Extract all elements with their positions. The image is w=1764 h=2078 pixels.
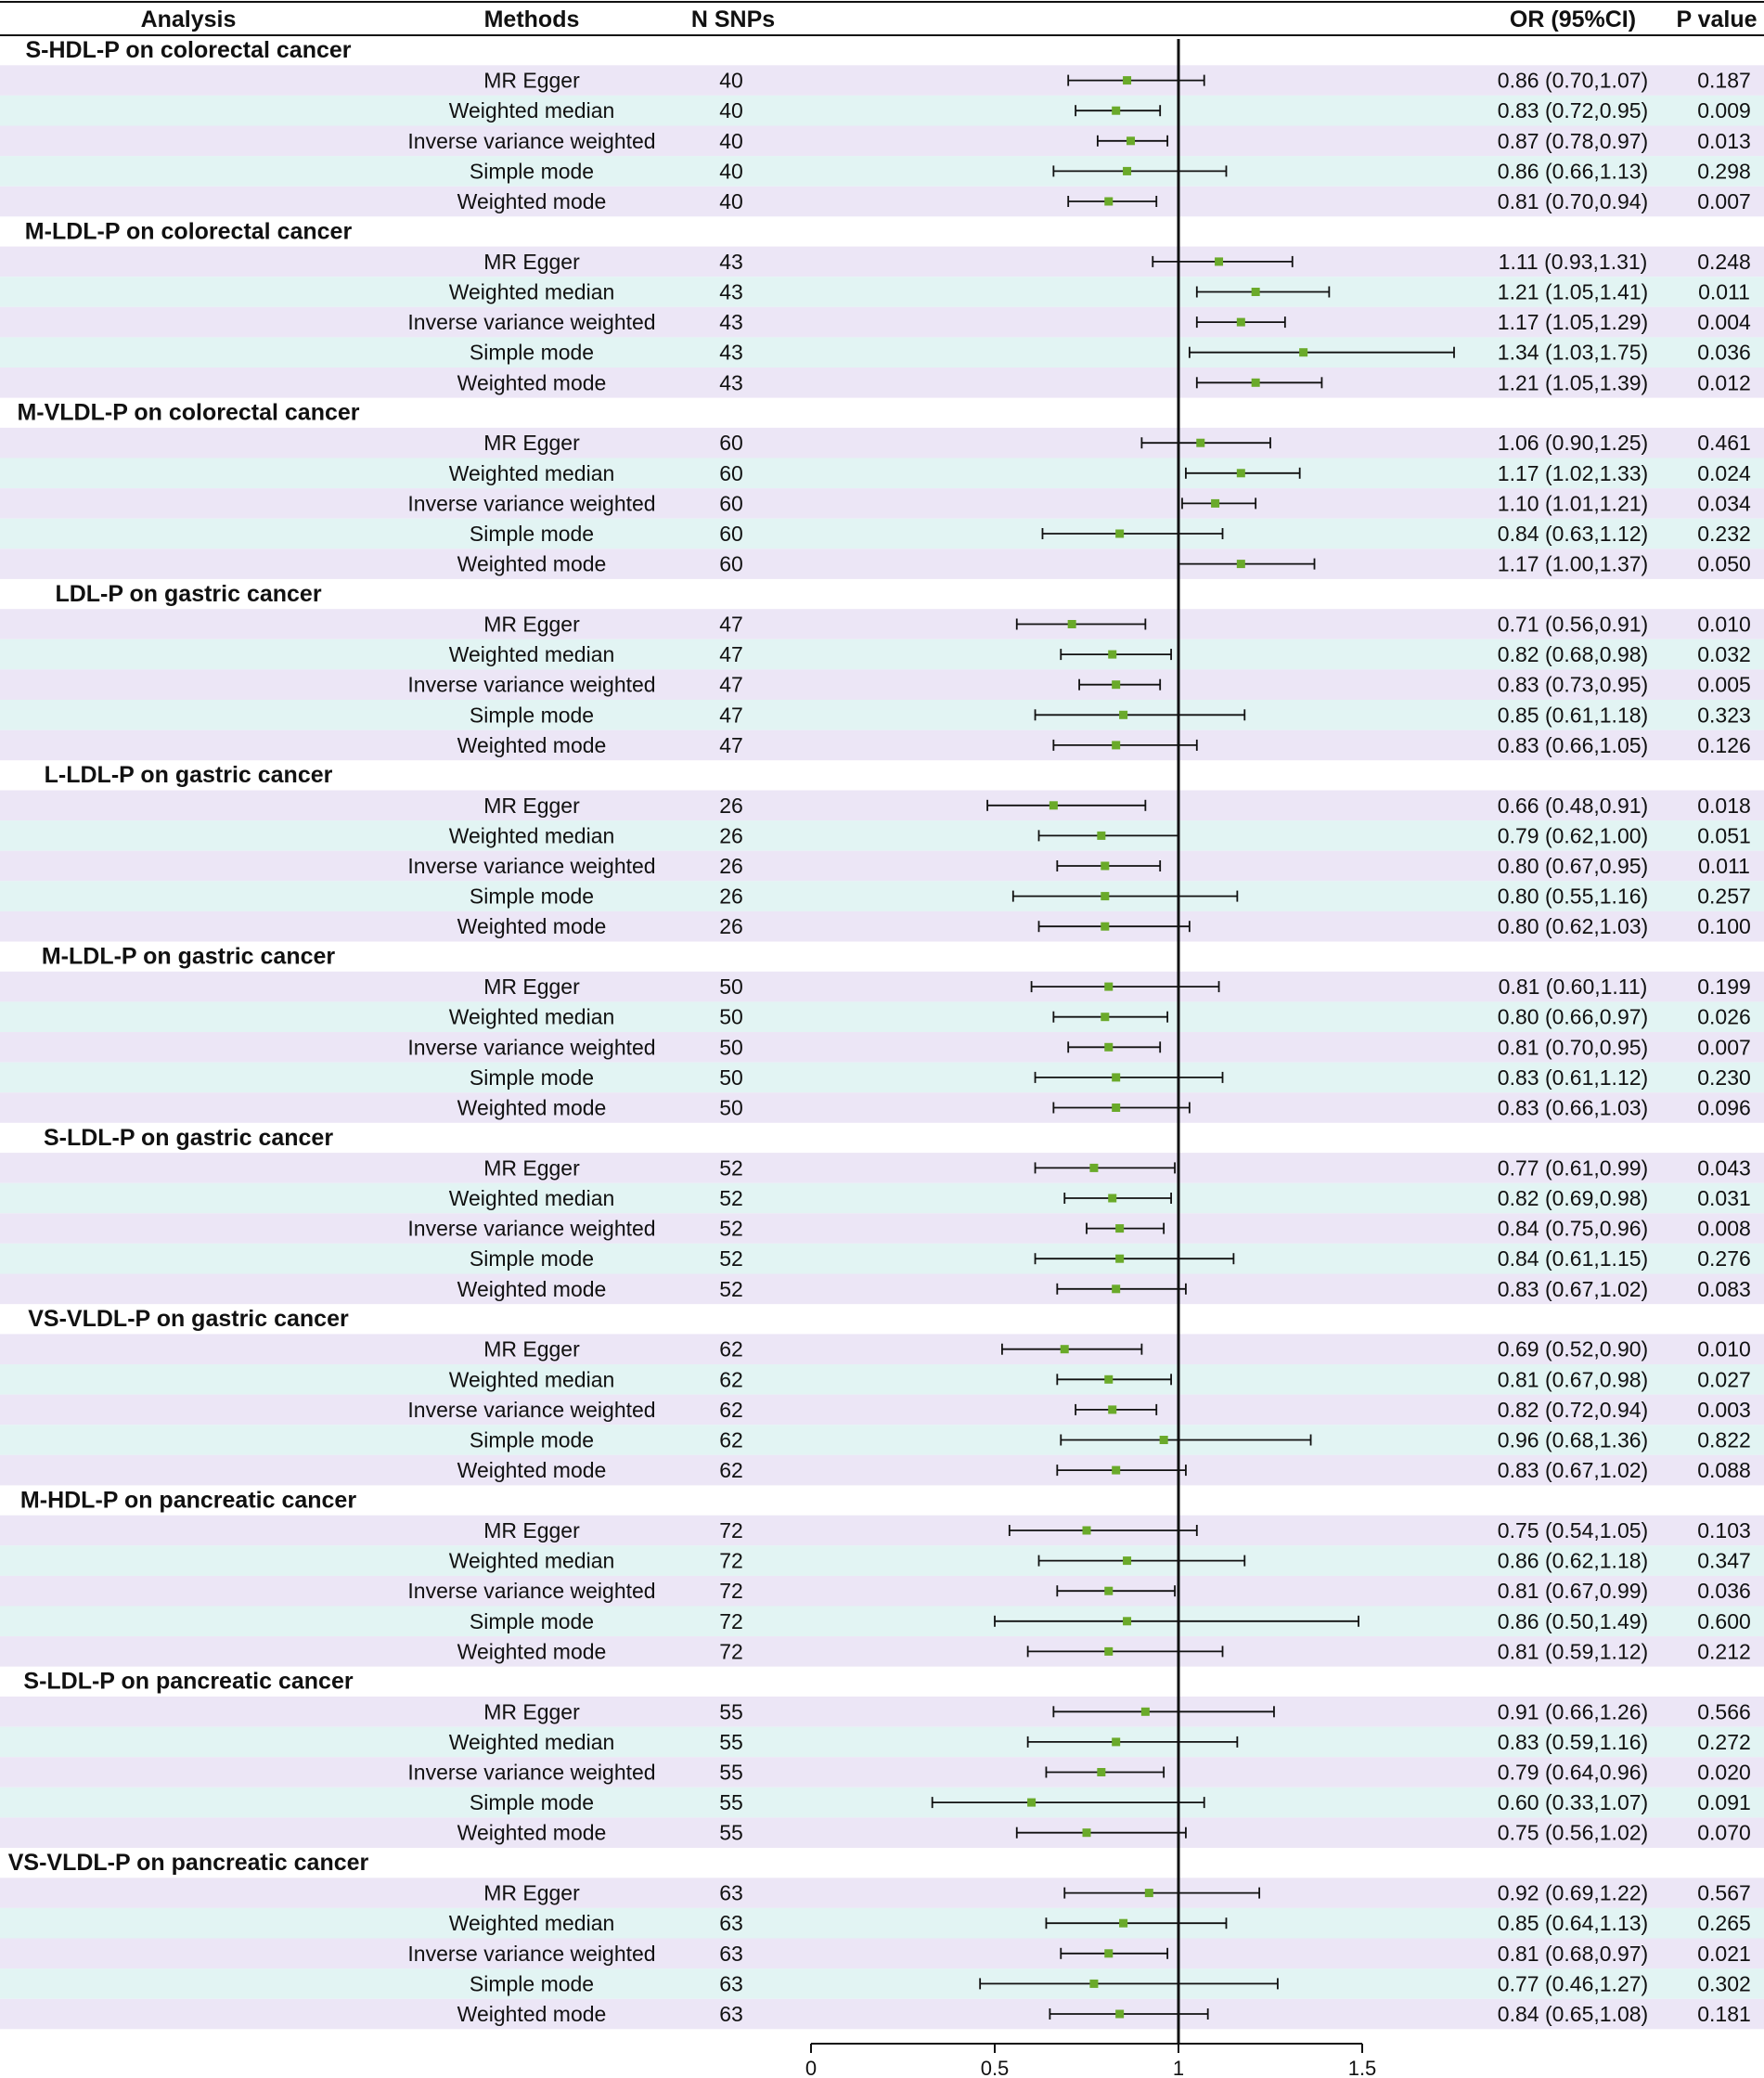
method-label: Weighted median (448, 1911, 615, 1936)
point-estimate (1108, 651, 1116, 659)
or-ci-value: 0.84 (0.63,1.12) (1497, 522, 1649, 546)
or-ci-value: 1.06 (0.90,1.25) (1497, 431, 1649, 456)
group-label: S-HDL-P on colorectal cancer (25, 37, 352, 63)
nsnps-value: 43 (719, 370, 743, 395)
method-label: Inverse variance weighted (407, 128, 656, 153)
method-label: Weighted median (448, 279, 615, 304)
method-label: Inverse variance weighted (407, 491, 656, 516)
method-label: Weighted mode (457, 1820, 607, 1845)
nsnps-value: 63 (719, 1880, 743, 1905)
p-value: 0.302 (1697, 1971, 1751, 1996)
point-estimate (1112, 741, 1120, 749)
or-ci-value: 0.81 (0.70,0.95) (1497, 1035, 1649, 1060)
method-label: Weighted mode (457, 370, 607, 395)
or-ci-value: 0.85 (0.61,1.18) (1497, 703, 1649, 728)
group-label: M-HDL-P on pancreatic cancer (19, 1487, 357, 1514)
p-value: 0.007 (1697, 1035, 1751, 1060)
p-value: 0.005 (1697, 672, 1751, 697)
method-label: Simple mode (469, 1971, 595, 1996)
point-estimate (1101, 923, 1109, 931)
point-estimate (1237, 318, 1245, 327)
or-ci-value: 0.66 (0.48,0.91) (1497, 793, 1649, 818)
nsnps-value: 72 (719, 1518, 743, 1542)
nsnps-value: 43 (719, 310, 743, 335)
or-ci-value: 0.86 (0.50,1.49) (1497, 1608, 1649, 1633)
p-value: 0.091 (1697, 1790, 1751, 1815)
nsnps-value: 62 (719, 1336, 743, 1362)
point-estimate (1104, 198, 1113, 206)
point-estimate (1112, 107, 1120, 115)
or-ci-value: 0.69 (0.52,0.90) (1497, 1336, 1649, 1362)
nsnps-value: 47 (719, 612, 743, 637)
nsnps-value: 55 (719, 1760, 743, 1785)
group-label: VS-VLDL-P on pancreatic cancer (7, 1850, 369, 1876)
p-value: 0.043 (1697, 1155, 1751, 1181)
nsnps-value: 26 (719, 793, 743, 818)
point-estimate (1112, 680, 1120, 689)
p-value: 0.347 (1697, 1548, 1751, 1573)
p-value: 0.212 (1697, 1639, 1751, 1664)
p-value: 0.103 (1697, 1518, 1751, 1542)
nsnps-value: 72 (719, 1639, 743, 1664)
nsnps-value: 62 (719, 1427, 743, 1452)
nsnps-value: 47 (719, 642, 743, 667)
point-estimate (1104, 1949, 1113, 1957)
method-label: Weighted mode (457, 1639, 607, 1664)
or-ci-value: 0.60 (0.33,1.07) (1497, 1790, 1649, 1815)
point-estimate (1104, 1375, 1113, 1384)
nsnps-value: 47 (719, 672, 743, 697)
nsnps-value: 60 (719, 491, 743, 516)
or-ci-value: 1.11 (0.93,1.31) (1498, 249, 1648, 274)
method-label: Weighted median (448, 1548, 615, 1573)
nsnps-value: 55 (719, 1699, 743, 1724)
or-ci-value: 0.83 (0.59,1.16) (1497, 1729, 1649, 1754)
p-value: 0.024 (1697, 460, 1751, 485)
point-estimate (1108, 1405, 1116, 1413)
or-ci-value: 0.83 (0.66,1.05) (1497, 732, 1649, 757)
or-ci-value: 0.75 (0.54,1.05) (1497, 1518, 1649, 1542)
method-label: Simple mode (469, 884, 595, 909)
point-estimate (1104, 1647, 1113, 1656)
method-label: Weighted mode (457, 1458, 607, 1483)
or-ci-value: 0.92 (0.69,1.22) (1497, 1880, 1649, 1905)
point-estimate (1196, 439, 1204, 447)
header-methods: Methods (483, 6, 580, 32)
group-label: LDL-P on gastric cancer (55, 580, 322, 607)
method-label: MR Egger (483, 1699, 580, 1724)
nsnps-value: 60 (719, 522, 743, 546)
or-ci-value: 0.81 (0.59,1.12) (1497, 1639, 1649, 1664)
method-label: Inverse variance weighted (407, 1760, 656, 1785)
point-estimate (1145, 1889, 1153, 1897)
p-value: 0.822 (1697, 1427, 1751, 1452)
nsnps-value: 55 (719, 1820, 743, 1845)
nsnps-value: 52 (719, 1246, 743, 1271)
or-ci-value: 0.85 (0.64,1.13) (1497, 1911, 1649, 1936)
nsnps-value: 43 (719, 249, 743, 274)
nsnps-value: 50 (719, 1065, 743, 1090)
nsnps-value: 52 (719, 1155, 743, 1181)
or-ci-value: 0.82 (0.68,0.98) (1497, 642, 1649, 667)
p-value: 0.032 (1697, 642, 1751, 667)
point-estimate (1160, 1436, 1168, 1444)
nsnps-value: 60 (719, 460, 743, 485)
group-label: S-LDL-P on gastric cancer (43, 1124, 334, 1151)
nsnps-value: 55 (719, 1790, 743, 1815)
p-value: 0.461 (1697, 431, 1751, 456)
nsnps-value: 52 (719, 1186, 743, 1210)
p-value: 0.020 (1697, 1760, 1751, 1785)
method-label: MR Egger (483, 793, 580, 818)
nsnps-value: 63 (719, 1941, 743, 1966)
x-tick-label: 1 (1172, 2057, 1185, 2078)
point-estimate (1089, 1164, 1098, 1172)
nsnps-value: 52 (719, 1216, 743, 1241)
method-label: Weighted median (448, 460, 615, 485)
method-label: Weighted mode (457, 189, 607, 213)
nsnps-value: 43 (719, 340, 743, 365)
nsnps-value: 47 (719, 703, 743, 728)
or-ci-value: 0.81 (0.70,0.94) (1497, 189, 1649, 213)
nsnps-value: 63 (719, 2002, 743, 2026)
point-estimate (1237, 560, 1245, 568)
nsnps-value: 62 (719, 1458, 743, 1483)
method-label: Simple mode (469, 522, 595, 546)
or-ci-value: 0.79 (0.64,0.96) (1497, 1760, 1649, 1785)
nsnps-value: 26 (719, 884, 743, 909)
p-value: 0.272 (1697, 1729, 1751, 1754)
point-estimate (1083, 1527, 1091, 1535)
point-estimate (1101, 1013, 1109, 1021)
p-value: 0.187 (1697, 68, 1751, 93)
p-value: 0.013 (1697, 128, 1751, 153)
point-estimate (1027, 1799, 1036, 1807)
or-ci-value: 0.84 (0.61,1.15) (1497, 1246, 1649, 1271)
nsnps-value: 40 (719, 68, 743, 93)
method-label: Weighted median (448, 1367, 615, 1392)
nsnps-value: 40 (719, 189, 743, 213)
group-label: VS-VLDL-P on gastric cancer (28, 1306, 349, 1333)
method-label: Inverse variance weighted (407, 672, 656, 697)
method-label: MR Egger (483, 612, 580, 637)
p-value: 0.009 (1697, 98, 1751, 123)
p-value: 0.021 (1697, 1941, 1751, 1966)
or-ci-value: 1.17 (1.02,1.33) (1497, 460, 1649, 485)
nsnps-value: 50 (719, 1004, 743, 1029)
method-label: Simple mode (469, 1065, 595, 1090)
method-label: Inverse variance weighted (407, 1035, 656, 1060)
or-ci-value: 0.80 (0.67,0.95) (1497, 854, 1649, 878)
nsnps-value: 40 (719, 98, 743, 123)
or-ci-value: 0.84 (0.75,0.96) (1497, 1216, 1649, 1241)
x-tick-label: 0.5 (980, 2057, 1010, 2078)
point-estimate (1123, 1556, 1131, 1565)
point-estimate (1115, 2010, 1124, 2019)
or-ci-value: 0.79 (0.62,1.00) (1497, 823, 1649, 848)
point-estimate (1089, 1980, 1098, 1988)
p-value: 0.100 (1697, 914, 1751, 939)
or-ci-value: 0.77 (0.61,0.99) (1497, 1155, 1649, 1181)
method-label: Simple mode (469, 1246, 595, 1271)
method-label: Weighted mode (457, 551, 607, 576)
point-estimate (1115, 1224, 1124, 1233)
p-value: 0.257 (1697, 884, 1751, 909)
or-ci-value: 0.96 (0.68,1.36) (1497, 1427, 1649, 1452)
point-estimate (1049, 801, 1058, 809)
nsnps-value: 63 (719, 1911, 743, 1936)
or-ci-value: 0.83 (0.67,1.02) (1497, 1458, 1649, 1483)
method-label: MR Egger (483, 431, 580, 456)
point-estimate (1083, 1828, 1091, 1837)
p-value: 0.276 (1697, 1246, 1751, 1271)
nsnps-value: 62 (719, 1397, 743, 1422)
method-label: Inverse variance weighted (407, 310, 656, 335)
p-value: 0.232 (1697, 522, 1751, 546)
point-estimate (1141, 1708, 1150, 1716)
method-label: Weighted mode (457, 914, 607, 939)
or-ci-value: 0.81 (0.67,0.98) (1497, 1367, 1649, 1392)
method-label: Inverse variance weighted (407, 1216, 656, 1241)
or-ci-value: 0.84 (0.65,1.08) (1497, 2002, 1649, 2026)
nsnps-value: 55 (719, 1729, 743, 1754)
point-estimate (1115, 1255, 1124, 1263)
header-analysis: Analysis (140, 6, 237, 32)
nsnps-value: 40 (719, 159, 743, 184)
or-ci-value: 1.34 (1.03,1.75) (1497, 340, 1649, 365)
method-label: Weighted median (448, 98, 615, 123)
p-value: 0.070 (1697, 1820, 1751, 1845)
nsnps-value: 47 (719, 732, 743, 757)
p-value: 0.011 (1698, 279, 1750, 304)
or-ci-value: 0.83 (0.72,0.95) (1497, 98, 1649, 123)
nsnps-value: 50 (719, 974, 743, 1000)
nsnps-value: 60 (719, 431, 743, 456)
or-ci-value: 0.86 (0.70,1.07) (1497, 68, 1649, 93)
p-value: 0.088 (1697, 1458, 1751, 1483)
p-value: 0.050 (1697, 551, 1751, 576)
p-value: 0.265 (1697, 1911, 1751, 1936)
method-label: Weighted mode (457, 1095, 607, 1120)
point-estimate (1101, 892, 1109, 900)
p-value: 0.083 (1697, 1276, 1751, 1301)
nsnps-value: 26 (719, 823, 743, 848)
header-or: OR (95%CI) (1509, 6, 1637, 32)
p-value: 0.010 (1697, 1336, 1751, 1362)
group-label: M-LDL-P on gastric cancer (41, 943, 336, 970)
point-estimate (1127, 136, 1135, 145)
or-ci-value: 0.80 (0.62,1.03) (1497, 914, 1649, 939)
method-label: Simple mode (469, 1790, 595, 1815)
point-estimate (1215, 257, 1223, 265)
nsnps-value: 72 (719, 1579, 743, 1604)
or-ci-value: 0.81 (0.68,0.97) (1497, 1941, 1649, 1966)
or-ci-value: 0.81 (0.60,1.11) (1498, 974, 1648, 1000)
nsnps-value: 40 (719, 128, 743, 153)
or-ci-value: 0.80 (0.55,1.16) (1497, 884, 1649, 909)
nsnps-value: 72 (719, 1608, 743, 1633)
point-estimate (1061, 1345, 1069, 1353)
method-label: Simple mode (469, 703, 595, 728)
p-value: 0.031 (1697, 1186, 1751, 1210)
nsnps-value: 60 (719, 551, 743, 576)
p-value: 0.034 (1697, 491, 1751, 516)
method-label: MR Egger (483, 1336, 580, 1362)
method-label: Weighted median (448, 823, 615, 848)
p-value: 0.007 (1697, 189, 1751, 213)
or-ci-value: 0.86 (0.62,1.18) (1497, 1548, 1649, 1573)
or-ci-value: 0.77 (0.46,1.27) (1497, 1971, 1649, 1996)
point-estimate (1112, 1737, 1120, 1746)
p-value: 0.567 (1697, 1880, 1751, 1905)
point-estimate (1252, 379, 1260, 387)
point-estimate (1112, 1466, 1120, 1475)
point-estimate (1119, 1919, 1127, 1928)
method-label: Weighted median (448, 1186, 615, 1210)
group-label: L-LDL-P on gastric cancer (44, 762, 333, 789)
p-value: 0.051 (1697, 823, 1751, 848)
or-ci-value: 0.75 (0.56,1.02) (1497, 1820, 1649, 1845)
or-ci-value: 0.83 (0.61,1.12) (1497, 1065, 1649, 1090)
p-value: 0.018 (1697, 793, 1751, 818)
or-ci-value: 0.83 (0.66,1.03) (1497, 1095, 1649, 1120)
or-ci-value: 0.71 (0.56,0.91) (1497, 612, 1649, 637)
group-label: S-LDL-P on pancreatic cancer (23, 1668, 354, 1695)
nsnps-value: 26 (719, 914, 743, 939)
method-label: Weighted median (448, 1729, 615, 1754)
or-ci-value: 0.86 (0.66,1.13) (1497, 159, 1649, 184)
point-estimate (1104, 983, 1113, 991)
or-ci-value: 1.21 (1.05,1.39) (1497, 370, 1649, 395)
point-estimate (1108, 1194, 1116, 1203)
nsnps-value: 62 (719, 1367, 743, 1392)
or-ci-value: 0.83 (0.73,0.95) (1497, 672, 1649, 697)
method-label: MR Egger (483, 1518, 580, 1542)
p-value: 0.012 (1697, 370, 1751, 395)
or-ci-value: 1.10 (1.01,1.21) (1497, 491, 1649, 516)
method-label: Inverse variance weighted (407, 1397, 656, 1422)
x-tick-label: 0 (805, 2057, 818, 2078)
p-value: 0.248 (1697, 249, 1751, 274)
point-estimate (1299, 348, 1307, 356)
p-value: 0.126 (1697, 732, 1751, 757)
point-estimate (1104, 1043, 1113, 1052)
method-label: MR Egger (483, 1880, 580, 1905)
x-tick-label: 1.5 (1347, 2057, 1377, 2078)
point-estimate (1112, 1284, 1120, 1293)
p-value: 0.004 (1697, 310, 1751, 335)
nsnps-value: 26 (719, 854, 743, 878)
nsnps-value: 50 (719, 1095, 743, 1120)
p-value: 0.003 (1697, 1397, 1751, 1422)
or-ci-value: 1.17 (1.00,1.37) (1497, 551, 1649, 576)
point-estimate (1237, 469, 1245, 477)
nsnps-value: 72 (719, 1548, 743, 1573)
p-value: 0.600 (1697, 1608, 1751, 1633)
method-label: Inverse variance weighted (407, 1579, 656, 1604)
p-value: 0.298 (1697, 159, 1751, 184)
method-label: Weighted mode (457, 732, 607, 757)
p-value: 0.181 (1697, 2002, 1751, 2026)
or-ci-value: 0.82 (0.72,0.94) (1497, 1397, 1649, 1422)
point-estimate (1123, 1617, 1131, 1625)
method-label: Weighted mode (457, 1276, 607, 1301)
header-nsnps: N SNPs (690, 6, 776, 32)
point-estimate (1068, 620, 1076, 628)
or-ci-value: 1.17 (1.05,1.29) (1497, 310, 1649, 335)
point-estimate (1211, 499, 1219, 508)
point-estimate (1115, 530, 1124, 538)
point-estimate (1097, 1768, 1105, 1776)
method-label: Inverse variance weighted (407, 1941, 656, 1966)
group-label: M-LDL-P on colorectal cancer (24, 218, 353, 245)
point-estimate (1112, 1073, 1120, 1081)
nsnps-value: 63 (719, 1971, 743, 1996)
nsnps-value: 52 (719, 1276, 743, 1301)
method-label: MR Egger (483, 974, 580, 1000)
point-estimate (1104, 1587, 1113, 1595)
p-value: 0.036 (1697, 340, 1751, 365)
point-estimate (1097, 832, 1105, 840)
method-label: Simple mode (469, 1608, 595, 1633)
method-label: MR Egger (483, 249, 580, 274)
point-estimate (1119, 711, 1127, 719)
method-label: Weighted median (448, 1004, 615, 1029)
or-ci-value: 0.83 (0.67,1.02) (1497, 1276, 1649, 1301)
or-ci-value: 0.87 (0.78,0.97) (1497, 128, 1649, 153)
or-ci-value: 0.80 (0.66,0.97) (1497, 1004, 1649, 1029)
p-value: 0.026 (1697, 1004, 1751, 1029)
group-label: M-VLDL-P on colorectal cancer (17, 399, 360, 426)
p-value: 0.323 (1697, 703, 1751, 728)
method-label: Weighted median (448, 642, 615, 667)
header-pvalue: P value (1676, 6, 1758, 32)
method-label: Simple mode (469, 340, 595, 365)
p-value: 0.036 (1697, 1579, 1751, 1604)
point-estimate (1112, 1104, 1120, 1112)
or-ci-value: 0.81 (0.67,0.99) (1497, 1579, 1649, 1604)
p-value: 0.566 (1697, 1699, 1751, 1724)
point-estimate (1101, 862, 1109, 871)
or-ci-value: 0.82 (0.69,0.98) (1497, 1186, 1649, 1210)
method-label: Inverse variance weighted (407, 854, 656, 878)
p-value: 0.008 (1697, 1216, 1751, 1241)
point-estimate (1123, 76, 1131, 84)
method-label: Weighted mode (457, 2002, 607, 2026)
or-ci-value: 0.91 (0.66,1.26) (1497, 1699, 1649, 1724)
p-value: 0.199 (1697, 974, 1751, 1000)
or-ci-value: 1.21 (1.05,1.41) (1497, 279, 1649, 304)
p-value: 0.011 (1698, 854, 1750, 878)
p-value: 0.230 (1697, 1065, 1751, 1090)
table-header (141, 6, 1758, 32)
p-value: 0.027 (1697, 1367, 1751, 1392)
method-label: Simple mode (469, 159, 595, 184)
method-label: MR Egger (483, 1155, 580, 1181)
nsnps-value: 50 (719, 1035, 743, 1060)
method-label: Simple mode (469, 1427, 595, 1452)
p-value: 0.010 (1697, 612, 1751, 637)
method-label: MR Egger (483, 68, 580, 93)
p-value: 0.096 (1697, 1095, 1751, 1120)
point-estimate (1252, 288, 1260, 296)
point-estimate (1123, 167, 1131, 175)
nsnps-value: 43 (719, 279, 743, 304)
